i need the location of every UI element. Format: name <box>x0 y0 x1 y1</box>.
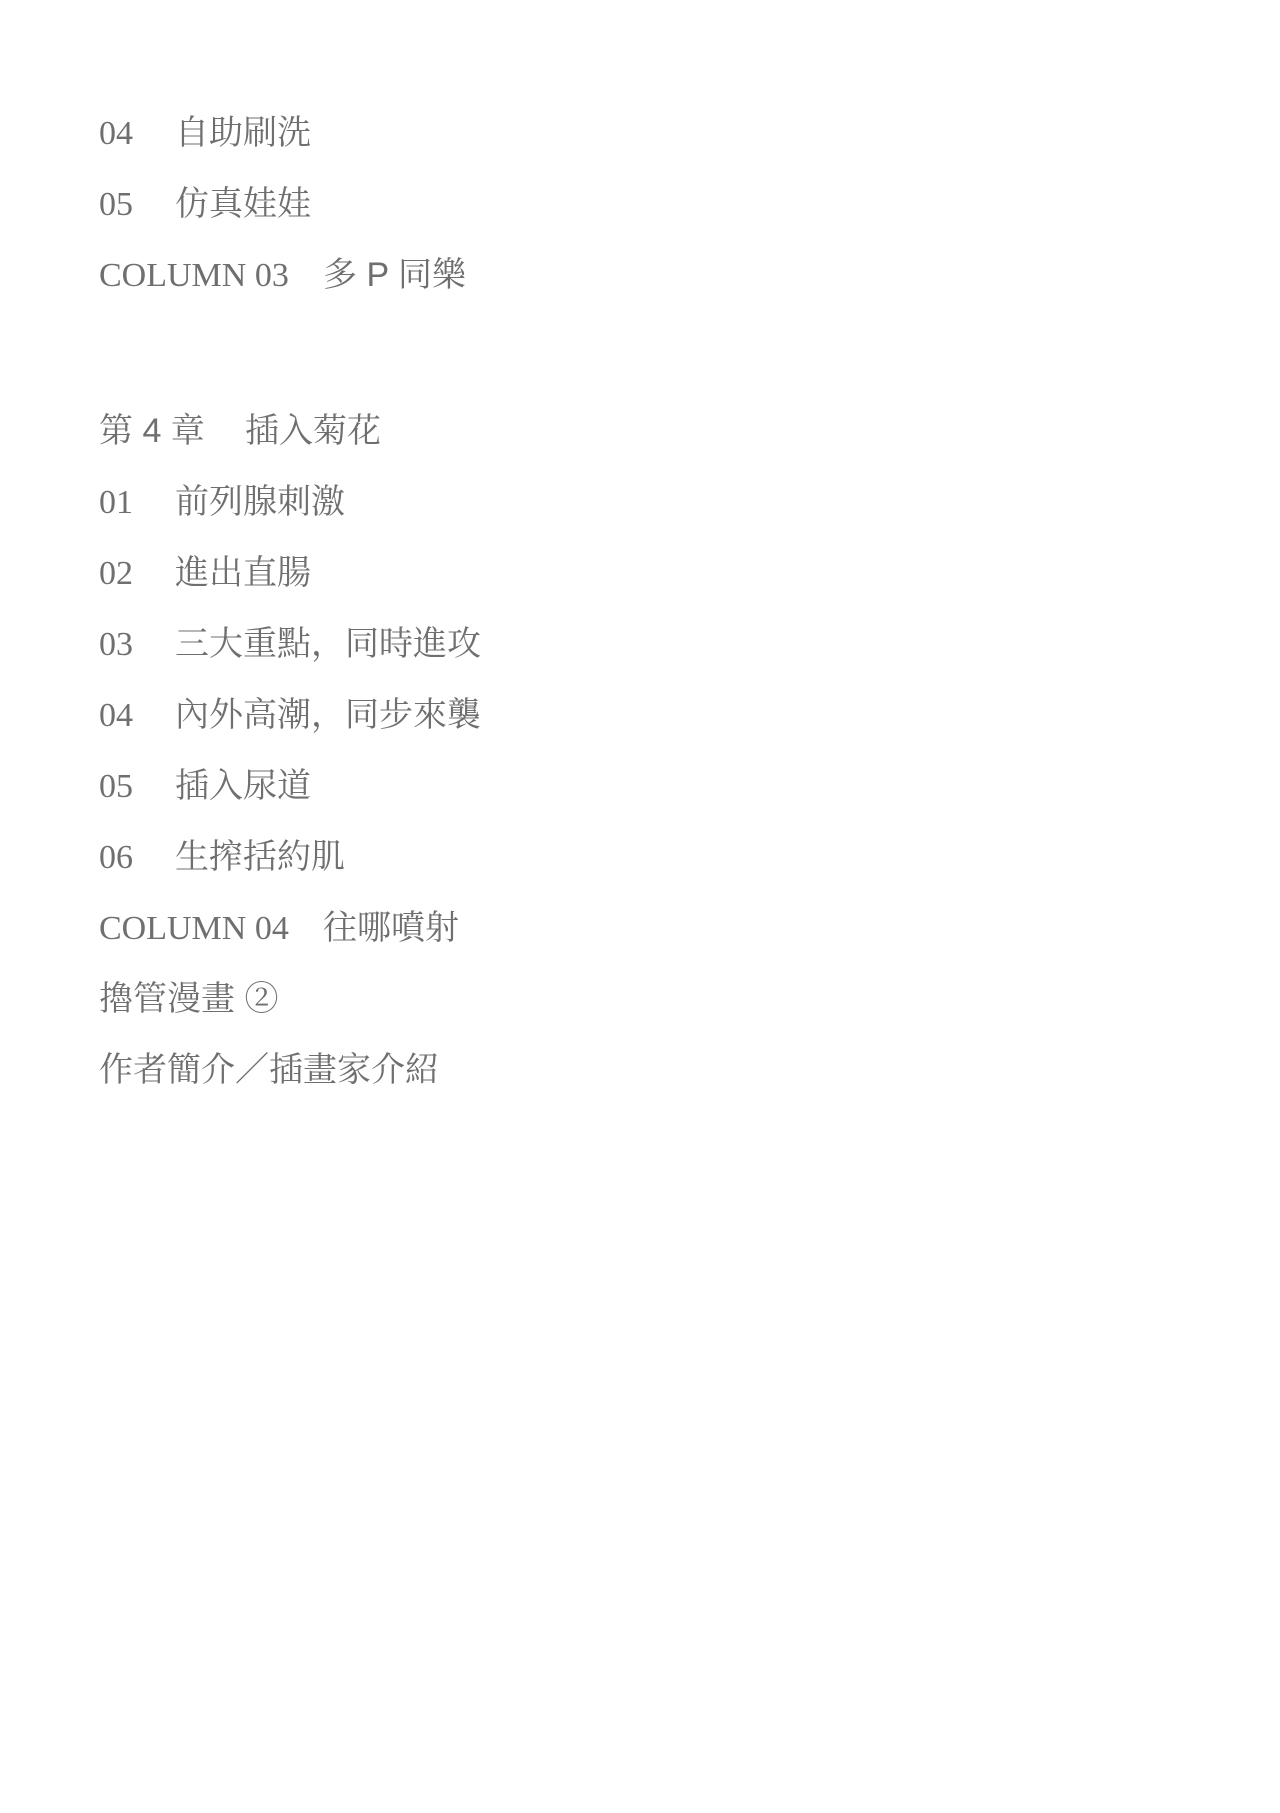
toc-chapter-label: 第 4 章 <box>99 412 205 450</box>
toc-entry-number: 01 <box>99 484 133 521</box>
toc-entry-title: 內外高潮，同步來襲 <box>175 696 481 734</box>
toc-entry-number: 03 <box>99 626 133 663</box>
toc-entry-title: 往哪噴射 <box>323 909 459 947</box>
toc-entry-number: 02 <box>99 555 133 592</box>
toc-entry-number: 05 <box>99 186 133 223</box>
toc-column-label: COLUMN 04 <box>99 910 289 947</box>
toc-chapter-heading <box>99 396 1280 467</box>
toc-entry-number: 04 <box>99 697 133 734</box>
toc-entry <box>99 467 1280 538</box>
toc-entry-title: 生搾括約肌 <box>175 838 345 876</box>
toc-entry <box>99 822 1280 893</box>
toc-entry-title: 前列腺刺激 <box>175 483 345 521</box>
toc-entry <box>99 609 1280 680</box>
toc-entry <box>99 98 1280 169</box>
toc-entry-title: 擼管漫畫 ② <box>99 980 279 1018</box>
toc-column-label: COLUMN 03 <box>99 257 289 294</box>
toc-entry-title: 進出直腸 <box>175 554 311 592</box>
toc-entry-number: 06 <box>99 839 133 876</box>
toc-entry-title: 多 P 同樂 <box>323 256 466 294</box>
toc-entry-number: 05 <box>99 768 133 805</box>
toc-entry-title: 三大重點，同時進攻 <box>175 625 481 663</box>
toc-entry <box>99 751 1280 822</box>
toc-column-entry <box>99 893 1280 964</box>
toc-column-entry <box>99 240 1280 311</box>
toc-plain-entry <box>99 1035 1280 1106</box>
toc-chapter-title: 插入菊花 <box>245 412 381 450</box>
toc-entry <box>99 680 1280 751</box>
toc-entry <box>99 169 1280 240</box>
toc-entry-number: 04 <box>99 115 133 152</box>
toc-plain-entry <box>99 964 1280 1035</box>
toc-entry-title: 仿真娃娃 <box>175 185 311 223</box>
toc-entry-title: 自助刷洗 <box>175 114 311 152</box>
toc-entry-title: 作者簡介／插畫家介紹 <box>99 1051 439 1089</box>
toc-entry-title: 插入尿道 <box>175 767 311 805</box>
toc-entry <box>99 538 1280 609</box>
